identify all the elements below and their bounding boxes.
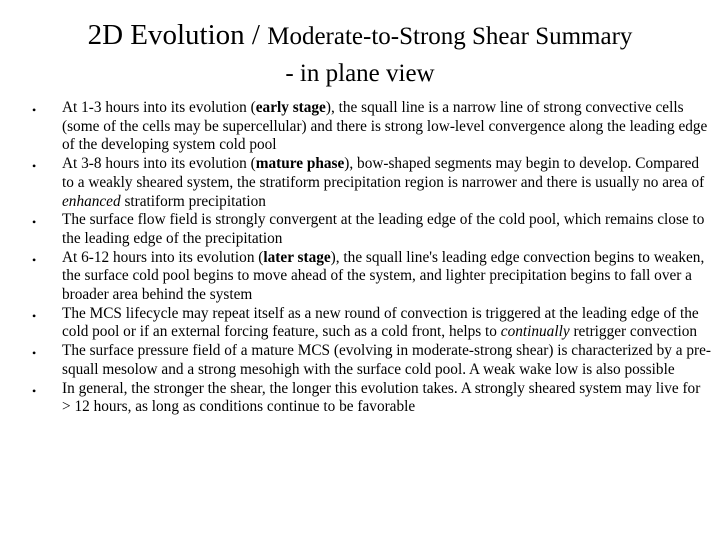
bullet-item-early-stage xyxy=(62,99,712,155)
title-subject: Moderate-to-Strong Shear Summary xyxy=(267,23,633,50)
bullet-text: ), bow-shaped segments may begin to develop. Compared to a weakly sheared system, the stratiform precipitation region is narrower and there is usually no area of xyxy=(62,155,705,191)
bullet-item-surface-flow xyxy=(62,211,712,248)
bullet-text: stratiform precipitation xyxy=(120,192,266,210)
bullet-emphasis: later stage xyxy=(263,248,331,266)
bullet-text: ), the squall line is a narrow line of strong convective cells (some of the cells may be supercellular) and there is strong low-level convergence along the leading edge of the developing system cold pool xyxy=(62,99,708,154)
bullet-text: ), the squall line's leading edge convection begins to weaken, the surface cold pool begins to move ahead of the system, and lighter precipitation begins to fall over a broader area behind the system xyxy=(62,248,705,304)
bullet-list xyxy=(62,99,712,417)
bullet-emphasis: mature phase xyxy=(255,155,345,173)
bullet-emphasis: early stage xyxy=(255,99,326,116)
bullet-item-general xyxy=(62,380,712,417)
bullet-italic: enhanced xyxy=(62,192,121,210)
bullet-text: The MCS lifecycle may repeat itself as a new round of convection is triggered at the leading edge of the cold pool or if an external forcing feature, such as a cold front, helps to xyxy=(62,304,699,341)
slide-title xyxy=(0,18,720,91)
title-line-2: - in plane view xyxy=(285,60,435,87)
bullet-text: The surface pressure field of a mature MCS (evolving in moderate-strong shear) is characterized by a pre-squall mesolow and a strong mesohigh with the surface cold pool. A weak wake low is also possible xyxy=(62,342,712,378)
bullet-text: At 6-12 hours into its evolution ( xyxy=(62,248,264,266)
bullet-italic: continually xyxy=(500,323,570,341)
title-main: 2D Evolution / xyxy=(87,19,268,51)
bullet-item-mature-phase xyxy=(62,155,712,211)
bullet-text: In general, the stronger the shear, the longer this evolution takes. A strongly sheared system may live for > 12 hours, as long as conditions continue to be favorable xyxy=(62,379,701,416)
bullet-text: retrigger convection xyxy=(569,323,698,341)
title-line-1 xyxy=(0,18,720,57)
bullet-text: At 1-3 hours into its evolution ( xyxy=(62,99,256,116)
bullet-item-pressure-field xyxy=(62,342,712,379)
bullet-text: At 3-8 hours into its evolution ( xyxy=(62,155,256,173)
bullet-item-lifecycle xyxy=(62,305,712,342)
bullet-text: The surface flow field is strongly convergent at the leading edge of the cold pool, which remains close to the leading edge of the precipitation xyxy=(62,211,705,247)
bullet-item-later-stage xyxy=(62,249,712,305)
